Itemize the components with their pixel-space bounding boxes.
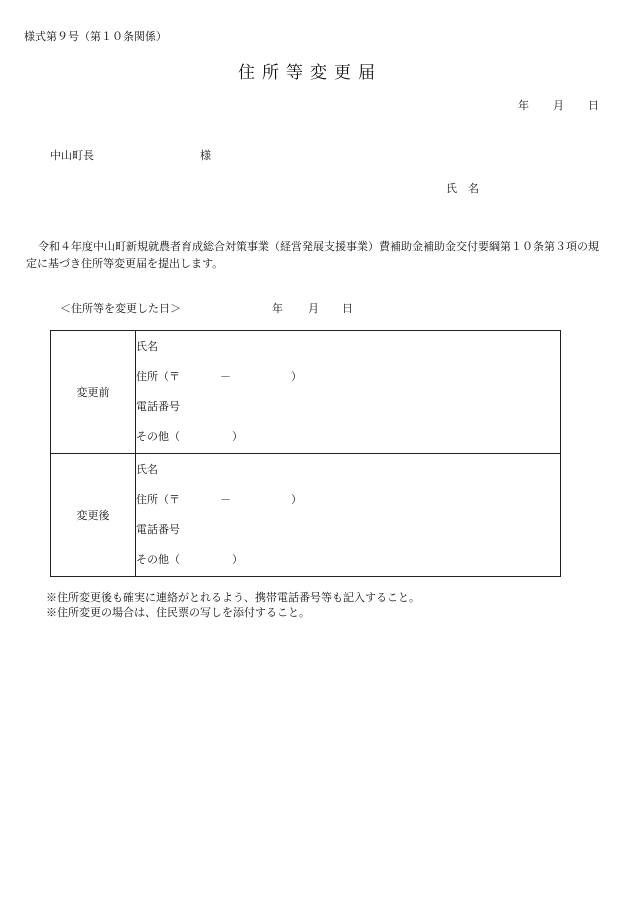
name-label: 氏名 <box>136 340 158 353</box>
name-field-before[interactable] <box>136 332 560 362</box>
change-date-day: 日 <box>342 302 353 315</box>
other-label: その他（ <box>136 430 180 443</box>
change-date-year: 年 <box>272 302 283 315</box>
change-form-table <box>50 330 561 577</box>
date-year: 年 <box>518 99 529 112</box>
address-dash: － <box>220 493 231 506</box>
phone-label: 電話番号 <box>136 400 180 413</box>
name-field-after[interactable] <box>136 455 560 485</box>
address-close: ） <box>291 493 302 506</box>
section-after <box>51 454 561 577</box>
note-item: ※住所変更後も確実に連絡がとれるよう、携帯電話番号等も記入すること。 <box>46 591 420 604</box>
section-before <box>51 331 561 454</box>
phone-label: 電話番号 <box>136 523 180 536</box>
name-label: 氏名 <box>136 463 158 476</box>
section-fields-after <box>136 454 561 577</box>
address-dash: － <box>220 370 231 383</box>
note-item: ※住所変更の場合は、住民票の写しを添付すること。 <box>46 606 310 619</box>
form-number: 様式第９号（第１０条関係） <box>24 30 167 43</box>
date-month: 月 <box>553 99 564 112</box>
other-close: ） <box>232 430 243 443</box>
phone-field-before[interactable] <box>136 392 560 422</box>
date-day: 日 <box>588 99 599 112</box>
other-label: その他（ <box>136 553 180 566</box>
section-header-before: 変更前 <box>51 331 136 454</box>
other-field-after[interactable] <box>136 545 560 575</box>
addressee-honorific: 様 <box>200 149 211 162</box>
section-fields-before <box>136 331 561 454</box>
change-date-month: 月 <box>308 302 319 315</box>
phone-field-after[interactable] <box>136 515 560 545</box>
other-close: ） <box>232 553 243 566</box>
section-header-after: 変更後 <box>51 454 136 577</box>
address-field-before[interactable] <box>136 362 560 392</box>
address-field-after[interactable] <box>136 485 560 515</box>
change-date-label: ＜住所等を変更した日＞ <box>60 302 181 315</box>
addressee-name: 中山町長 <box>50 149 94 162</box>
applicant-name-label: 氏 名 <box>446 182 479 195</box>
address-label: 住所（〒 <box>136 493 180 506</box>
address-label: 住所（〒 <box>136 370 180 383</box>
other-field-before[interactable] <box>136 422 560 452</box>
body-text: 令和４年度中山町新規就農者育成総合対策事業（経営発展支援事業）費補助金補助金交付要綱第１０条第３項の規定に基づき住所等変更届を提出します。 <box>26 240 599 270</box>
page-title: 住所等変更届 <box>238 63 382 83</box>
address-close: ） <box>291 370 302 383</box>
